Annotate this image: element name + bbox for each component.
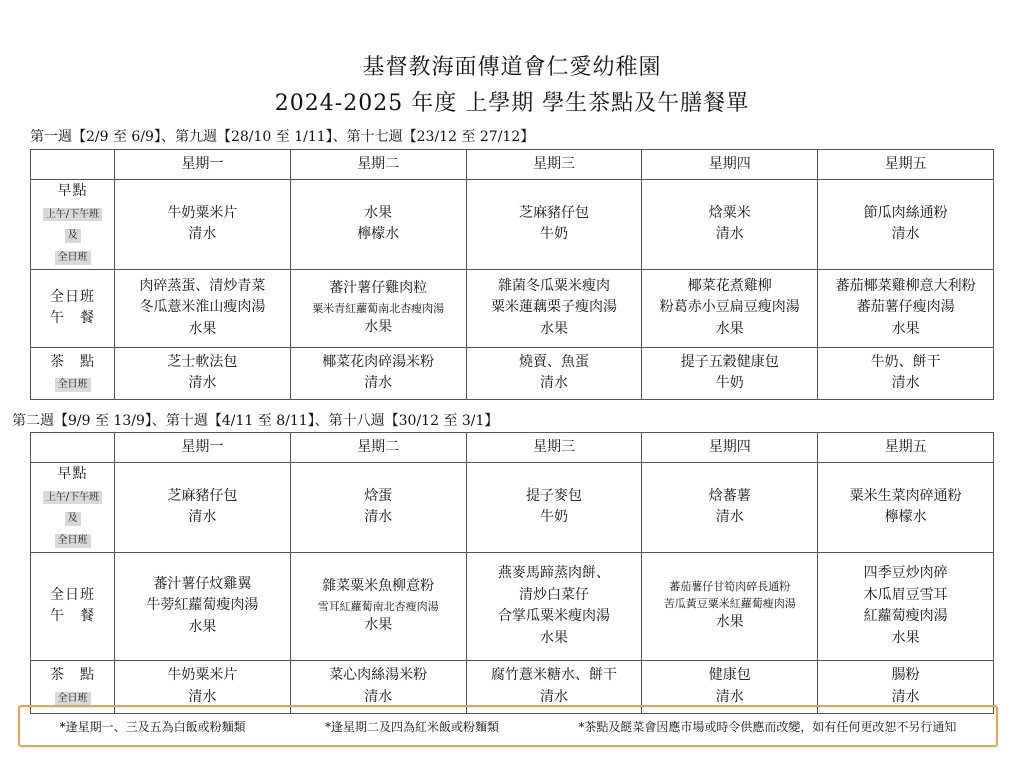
menu-cell: 蕃茄椰菜雞柳意大利粉 蕃茄薯仔瘦肉湯 水果: [818, 269, 994, 347]
day-header: 星期二: [290, 150, 466, 180]
day-header: 星期三: [466, 150, 642, 180]
footer-notes: [18, 705, 998, 747]
menu-cell: 提子五穀健康包 牛奶: [642, 347, 818, 399]
day-header: 星期四: [642, 433, 818, 463]
lunch-row: [31, 552, 994, 660]
footer-note-2: *逢星期二及四為紅米飯或粉麵類: [324, 719, 499, 734]
lunch-row: [31, 269, 994, 347]
menu-cell: 蕃汁薯仔炆雞翼 牛蒡紅蘿蔔瘦肉湯 水果: [115, 552, 291, 660]
week-2-label: 第二週【9/9 至 13/9】、第十週【4/11 至 8/11】、第十八週【30/12 至 3/1】: [12, 413, 499, 429]
week-2-table: [30, 432, 994, 714]
corner-cell: [31, 433, 115, 463]
day-header-row: [31, 433, 994, 463]
menu-cell: 腐竹薏米糖水、餅干 清水: [466, 660, 642, 713]
menu-cell: 雜菜粟米魚柳意粉 雪耳紅蘿蔔南北杏瘦肉湯 水果: [290, 552, 466, 660]
menu-cell: 椰菜花肉碎湯米粉 清水: [290, 347, 466, 399]
day-header: 星期四: [642, 150, 818, 180]
week-1-label: 第一週【2/9 至 6/9】、第九週【28/10 至 1/11】、第十七週【23/12 至 27/12】: [30, 129, 535, 145]
lunch-row-label: 全日班 午 餐: [31, 269, 115, 347]
menu-cell: 健康包 清水: [642, 660, 818, 713]
menu-cell: 焓粟米 清水: [642, 180, 818, 270]
school-name: 基督教海面傳道會仁愛幼稚園: [362, 55, 662, 80]
menu-cell: 腸粉 清水: [818, 660, 994, 713]
day-header: 星期五: [818, 433, 994, 463]
corner-cell: [31, 150, 115, 180]
day-header: 星期三: [466, 433, 642, 463]
menu-cell: 焓蛋 清水: [290, 463, 466, 553]
menu-title: 2024-2025 年度 上學期 學生茶點及午膳餐單: [274, 91, 750, 116]
snack-row-label: 茶 點 全日班: [31, 660, 115, 713]
day-header: 星期五: [818, 150, 994, 180]
menu-cell: 牛奶粟米片 清水: [115, 660, 291, 713]
day-header: 星期一: [115, 150, 291, 180]
footer-note-3: *茶點及餸菜會因應市場或時令供應而改變，如有任何更改恕不另行通知: [578, 719, 957, 734]
menu-cell: 牛奶粟米片 清水: [115, 180, 291, 270]
day-header: 星期一: [115, 433, 291, 463]
breakfast-row: [31, 180, 994, 270]
menu-cell: 肉碎蒸蛋、清炒青菜 冬瓜薏米淮山瘦肉湯 水果: [115, 269, 291, 347]
menu-cell: 提子麥包 牛奶: [466, 463, 642, 553]
menu-cell: 蕃汁薯仔雞肉粒 粟米青紅蘿蔔南北杏瘦肉湯 水果: [290, 269, 466, 347]
menu-cell: 蕃茄薯仔甘筍肉碎長通粉 苦瓜黃豆粟米紅蘿蔔瘦肉湯 水果: [642, 552, 818, 660]
menu-cell: 水果 檸檬水: [290, 180, 466, 270]
menu-cell: 芝士軟法包 清水: [115, 347, 291, 399]
menu-cell: 燕麥馬蹄蒸肉餅、 清炒白菜仔 合掌瓜粟米瘦肉湯 水果: [466, 552, 642, 660]
menu-cell: 芝麻豬仔包 牛奶: [466, 180, 642, 270]
menu-cell: 節瓜肉絲通粉 清水: [818, 180, 994, 270]
menu-cell: 四季豆炒肉碎 木瓜眉豆雪耳 紅蘿蔔瘦肉湯 水果: [818, 552, 994, 660]
lunch-row-label: 全日班 午 餐: [31, 552, 115, 660]
menu-cell: 椰菜花煮雞柳 粉葛赤小豆扁豆瘦肉湯 水果: [642, 269, 818, 347]
footer-note-1: *逢星期一、三及五為白飯或粉麵類: [59, 719, 246, 734]
day-header: 星期二: [290, 433, 466, 463]
menu-cell: 焓蕃薯 清水: [642, 463, 818, 553]
menu-cell: 粟米生菜肉碎通粉 檸檬水: [818, 463, 994, 553]
week-1-table: [30, 149, 994, 400]
day-header-row: [31, 150, 994, 180]
breakfast-row-label: 早點 上午/下午班 及 全日班: [31, 463, 115, 553]
snack-row-label: 茶 點 全日班: [31, 347, 115, 399]
breakfast-row: [31, 463, 994, 553]
menu-cell: 芝麻豬仔包 清水: [115, 463, 291, 553]
snack-row: [31, 347, 994, 399]
breakfast-row-label: 早點 上午/下午班 及 全日班: [31, 180, 115, 270]
menu-cell: 菜心肉絲湯米粉 清水: [290, 660, 466, 713]
menu-cell: 雜菌冬瓜粟米瘦肉 粟米蓮藕栗子瘦肉湯 水果: [466, 269, 642, 347]
menu-cell: 牛奶、餅干 清水: [818, 347, 994, 399]
menu-cell: 燒賣、魚蛋 清水: [466, 347, 642, 399]
